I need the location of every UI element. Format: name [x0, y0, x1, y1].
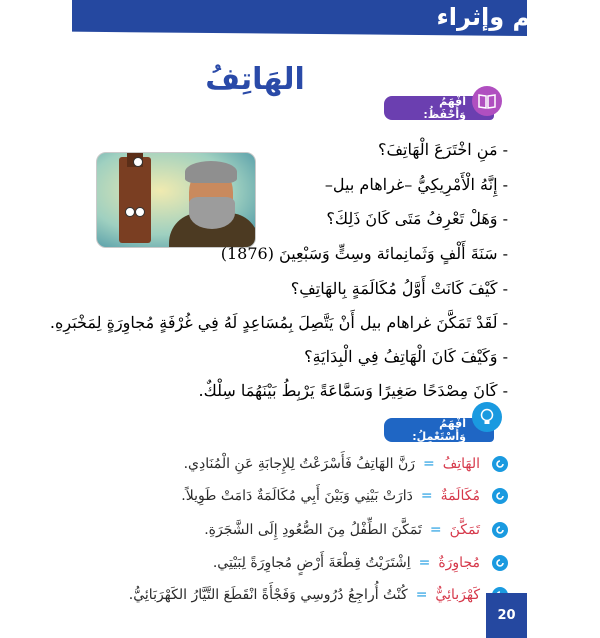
vocab-item [181, 488, 508, 504]
equals-sign: = [418, 555, 431, 571]
vocab-sentence: دَارَتْ بَيْنِي وَبَيْنَ أَبِي مُكَالَمَةٌ دَامَتْ طَوِيلاً. [181, 488, 413, 504]
lightbulb-icon [472, 402, 502, 432]
equals-sign: = [423, 456, 435, 472]
vocab-item [184, 456, 508, 472]
vocab-sentence: تَمَكَّنَ الطِّفْلُ مِنَ الصُّعُودِ إِلَى الشَّجَرَةِ. [204, 522, 422, 538]
header-title: دعم وإثراء [436, 3, 560, 31]
lesson-title: الهَاتِفُ [205, 62, 305, 97]
dialogue-line: - وَكَيْفَ كَانَ الْهَاتِفُ فِي الْبِدَايَةِ؟ [304, 347, 508, 366]
dialogue-line: - مَنِ اخْتَرَعَ الْهَاتِفَ؟ [377, 140, 508, 159]
vocab-word: الهَاتِفُ [442, 456, 480, 472]
vocab-sentence: رَنَّ الهَاتِفُ فَأَسْرَعْتُ لِلإِجابَةِ عَنِ الْمُنَادِي. [183, 456, 415, 472]
vocab-item [213, 555, 508, 571]
vocab-item [204, 522, 508, 538]
old-telephone-image [119, 157, 151, 243]
equals-sign: = [420, 488, 433, 504]
equals-sign: = [429, 522, 442, 538]
refresh-bullet-icon [492, 456, 508, 472]
dialogue-line: - كَانَ مِصْدَحًا صَغِيرًا وَسَمَّاعَةً يَرْبِطُ بَيْنَهُمَا سِلْكٌ. [198, 381, 508, 400]
dialogue-line: - سَنَةَ أَلْفٍ وَثَمانِمائة وسِتٍّ وَسَبْعِينَ (1876) [220, 244, 508, 263]
page-number: 20 [486, 593, 527, 638]
vocab-sentence: كُنْتُ أُراجِعُ دُرُوسِي وَفَجْأَةً انْقَطَعَ التَّيَّارُ الكَهْرَبَائِيُّ. [128, 587, 408, 603]
open-book-icon [472, 86, 502, 116]
dialogue-line: - كَيْفَ كَانَتْ أَوَّلُ مُكَالَمَةٍ بِالهَاتِفِ؟ [290, 279, 508, 298]
telephone-bell [125, 207, 135, 217]
inventor-beard [189, 197, 235, 229]
inventor-hair [185, 161, 237, 183]
dialogue-line: - إِنَّهُ الْأَمْرِيكِيُّ –غراهام بيل– [324, 175, 508, 194]
section-badge-label: أَفْهَمُ وَأَحْفَظُ: [423, 95, 466, 121]
telephone-bell [133, 157, 143, 167]
refresh-bullet-icon [492, 488, 508, 504]
refresh-bullet-icon [492, 555, 508, 571]
vocab-item [129, 587, 508, 603]
telephone-bell [135, 207, 145, 217]
refresh-bullet-icon [492, 522, 508, 538]
dialogue-line: - وَهَلْ تَعْرِفُ مَتَى كَانَ ذَلِكَ؟ [326, 209, 508, 228]
dialogue-line: - لَقَدْ تَمَكَّنَ غراهام بيل أَنْ يَتَّصِلَ بِمُسَاعِدٍ لَهُ فِي غُرْفَةٍ مُجاوِرَةٍ لِمَخْبَرِهِ. [49, 313, 508, 332]
inventor-illustration [96, 152, 256, 248]
vocab-word: كَهْرَبائِيٌّ [435, 587, 480, 603]
vocab-word: مُجاوِرَةٌ [438, 555, 480, 571]
section-badge-label: أَفْهَمُ وَأَسْتَعْمِلُ: [412, 417, 466, 443]
vocab-word: مُكَالَمَةٌ [440, 488, 480, 504]
equals-sign: = [415, 587, 428, 603]
vocab-sentence: اِشْتَرَيْتُ قِطْعَةَ أَرْضٍ مُجاوِرَةً لِبَيْتِي. [212, 555, 411, 571]
vocab-word: تَمَكَّنَ [449, 522, 480, 538]
